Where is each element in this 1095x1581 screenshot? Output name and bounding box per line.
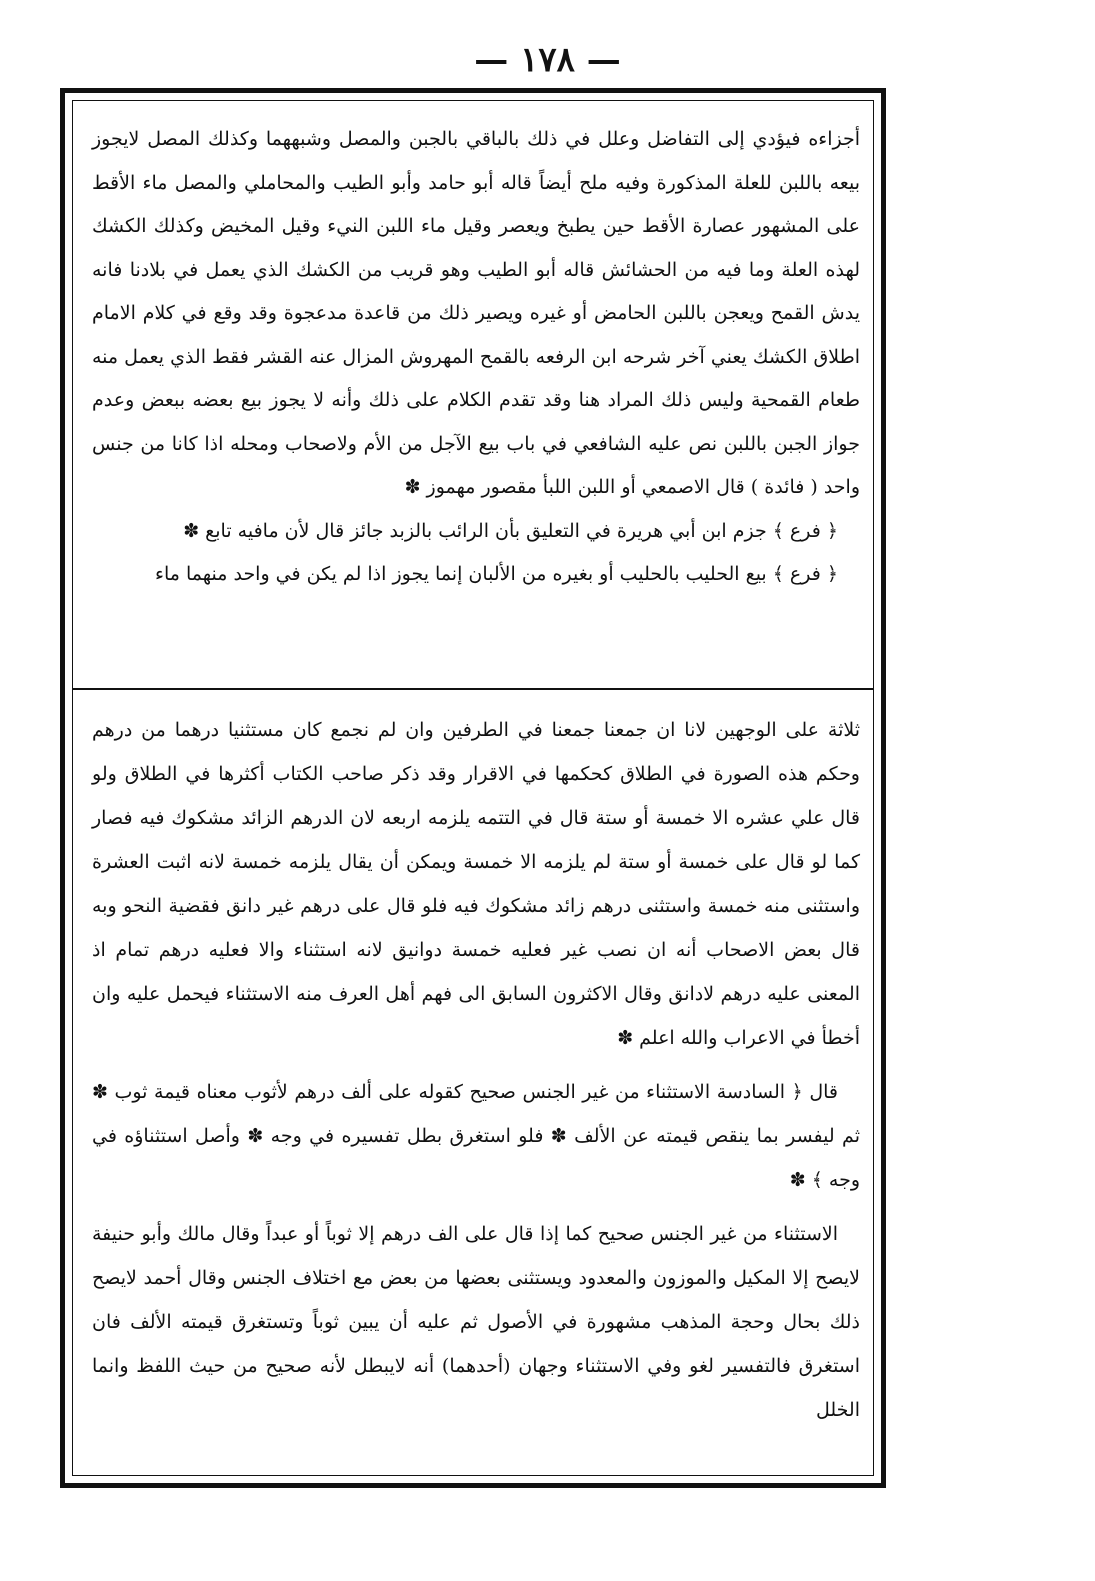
page-number: — ١٧٨ — [474,40,621,80]
upper-commentary-section [92,118,860,678]
lower-paragraph-3: الاستثناء من غير الجنس صحيح كما إذا قال على الف درهم إلا ثوباً أو عبداً وقال مالك وأبو حنيفة لايصح إلا المكيل والموزون والمعدود ويستثنى بعضها من بعض مع اختلاف الجنس وقال أحمد لايصح ذلك بحال وحجة المذهب مشهورة في الأصول ثم عليه أن يبين ثوباً وتستغرق قيمته الألف فان استغرق فالتفسير لغو وفي الاستثناء وجهان (أحدهما) أنه لايبطل لأنه صحيح من حيث اللفظ وانما الخلل [92,1223,860,1421]
section-divider [72,688,874,690]
lower-paragraph-2: قال ﴿ السادسة الاستثناء من غير الجنس صحيح كقوله على ألف درهم لأثوب معناه قيمة ثوب ✽ ثم ليفسر بما ينقص قيمته عن الألف ✽ فلو استغرق بطل تفسيره في وجه ✽ وأصل استثناؤه في وجه ﴾ ✽ [92,1081,860,1191]
lower-text-section [92,708,860,1468]
branch-paragraph-2: ﴿ فرع ﴾ بيع الحليب بالحليب أو بغيره من الألبان إنما يجوز اذا لم يكن في واحد منهما ماء [155,563,838,585]
lower-paragraph-1: ثلاثة على الوجهين لانا ان جمعنا جمعنا في الطرفين وان لم نجمع كان مستثنيا درهما من درهم وحكم هذه الصورة في الطلاق كحكمها في الاقرار وقد ذكر صاحب الكتاب أكثرها في الطلاق ولو قال علي عشره الا خمسة أو ستة قال في التتمه يلزمه اربعه لان الدرهم الزائد مشكوك فيه فصار كما لو قال على خمسة أو ستة لم يلزمه الا خمسة ويمكن أن يقال يلزمه خمسة لانه اثبت العشرة واستثنى منه خمسة واستثنى درهم زائد مشكوك فيه فلو قال على درهم غير دانق فقضية النحو وبه قال بعض الاصحاب أنه ان نصب غير فعليه خمسة دوانيق لانه استثناء والا فعليه درهم تمام اذ المعنى عليه درهم لادانق وقال الاكثرون السابق الى فهم أهل العرف منه الاستثناء فيحمل عليه وان أخطأ في الاعراب والله اعلم ✽ [92,719,860,1049]
branch-paragraph-1: ﴿ فرع ﴾ جزم ابن أبي هريرة في التعليق بأن الرائب بالزبد جائز قال لأن مافيه تابع ✽ [183,519,838,542]
upper-main-paragraph: أجزاءه فيؤدي إلى التفاضل وعلل في ذلك بالباقي بالجبن والمصل وشبههما وكذلك المصل لايجوز بيعه باللبن للعلة المذكورة وفيه ملح أيضاً قاله أبو حامد وأبو الطيب والمحاملي والمصل ماء الأقط على المشهور عصارة الأقط حين يطبخ ويعصر وقيل ماء اللبن النيء وقيل المخيض وكذلك الكشك لهذه العلة وما فيه من الحشائش قاله أبو الطيب وهو قريب من الكشك الذي يعمل في بلادنا فانه يدش القمح ويعجن باللبن الحامض أو غيره ويصير ذلك من قاعدة مدعجوة وقد وقع في كلام الامام اطلاق الكشك يعني آخر شرحه ابن الرفعه بالقمح المهروش المزال عنه القشر فقط الذي يعمل منه طعام القمحية وليس ذلك المراد هنا وقد تقدم الكلام على ذلك وأنه لا يجوز بيع بعضه ببعض وعدم جواز الجبن باللبن نص عليه الشافعي في باب بيع الآجل من الأم ولاصحاب ومحله اذا كانا من جنس واحد ( فائدة ) قال الاصمعي أو اللبن اللبأ مقصور مهموز ✽ [92,128,860,498]
